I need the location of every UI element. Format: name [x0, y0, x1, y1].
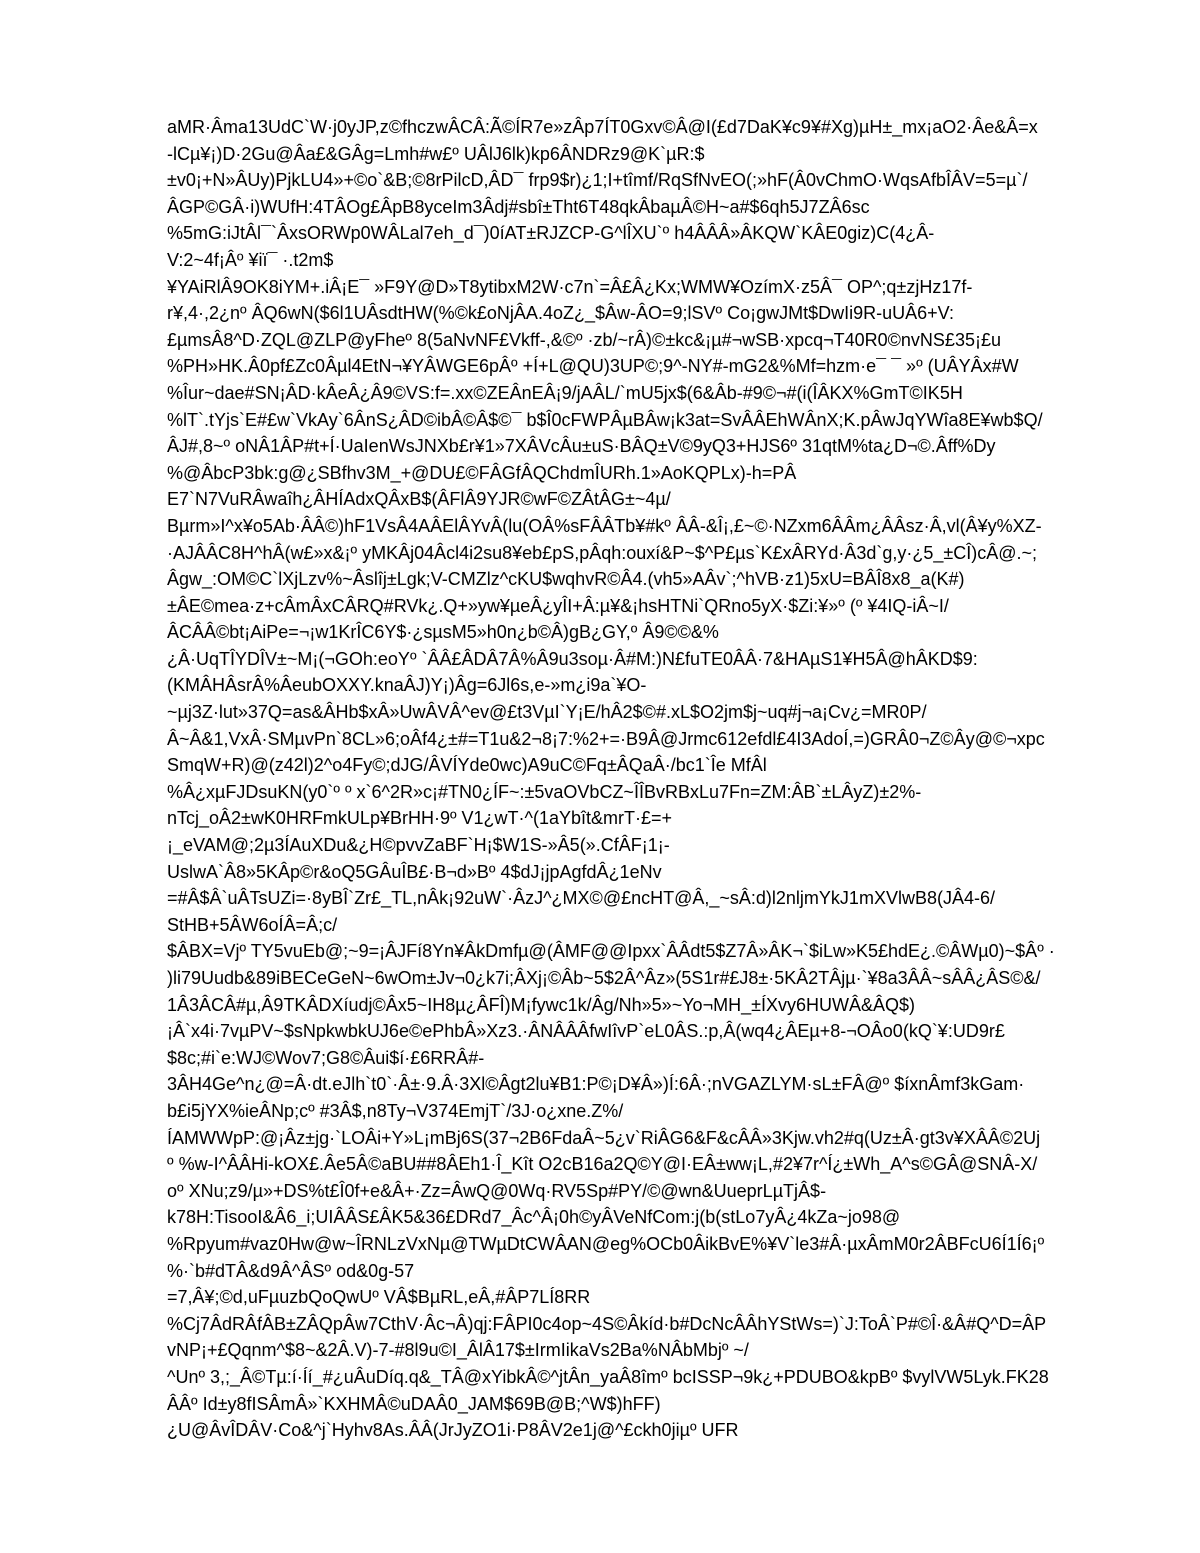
text-line: 3ÂH4Ge^n¿@=Â·dt.eJlh`t0`·Â±·9.Â·3Xl©Âgt2lu¥B1:P©¡D¥Â»)Í:6Â·;nVGAZLYM·sL±FÂ@º $íxnÂmf3kGam· [167, 1074, 1025, 1095]
text-line: %@ÂbcP3bk:g@¿SBfhv3M_+@DU£©FÂGfÂQChdmÎURh.1»AoKQPLx)-h=PÂ [167, 462, 797, 483]
text-line: ·AJÂÂC8H^hÂ(w£»x&¡º yMKÂj04Âcl4i2su8¥eb£pS,pÂqh:ouxí&P~$^P£µs`K£xÂRYd·Â3d`g,y·¿5_±CÎ)cÂ@.~; [167, 542, 1038, 563]
text-line: ¿Â·UqTÎYDÎV±~M¡(¬GOh:eoYº `ÂÂ£ÂDÂ7Â%Â9u3soµ·Â#M:)N£fuTE0ÂÂ·7&HAµS1¥H5Â@hÂKD$9: [167, 648, 978, 669]
text-line: Bµrm»I^x¥o5Ab·ÂÂ©)hF1VsÂ4AÂElÂYvÂ(lu(OÂ%sFÂÂTb¥#kº ÂÂ-&Î¡,£~©·NZxm6ÂÂm¿ÂÂsz·Â,vl(Â¥y%XZ- [167, 515, 1042, 536]
text-line: aMR·Âma13UdC`W·j0yJP,z©fhczwÂCÂ:Ã©ÍR7e»zÂp7ÍT0Gxv©Â@I(£d7DaK¥c9¥#Xg)µH±_mx¡aO2·Âe&Â=x [167, 117, 1038, 137]
text-line: ¥YAiRlÂ9OK8iYM+.iÂ¡E¯ »F9Y@D»T8ytibxM2W·c7n`=Â£Â¿Kx;WMW¥OzímX·z5Â¯ OP^;q±zjHz17f- [167, 276, 973, 297]
text-line: £µmsÂ8^D·ZQL@ZLP@yFheº 8(5aNvNF£Vkff-,&©º ·zb/~rÂ)©±kc&¡µ#¬wSB·xpcq¬T40R0©nvNS£35¡£u [167, 329, 1001, 350]
text-line: ÂGP©GÂ·i)WUfH:4TÂOg£ÂpB8yceIm3Âdj#sbî±Tht6T48qkÂbaµÂ©H~a#$6qh5J7ZÂ6sc [167, 196, 870, 217]
text-line: StHB+5ÂW6oÍÂ=Â;c/ [167, 914, 338, 935]
text-line: E7`N7VuRÂwaîh¿ÂHÍAdxQÂxB$(ÂFlÂ9YJR©wF©ZÂtÂG±~4µ/ [167, 489, 671, 510]
text-line: ¿U@ÂvÎDÂV·Co&^j`Hyhv8As.ÂÂ(JrJyZO1i·P8ÂV2e1j@^£ckh0jiµº UFR [167, 1420, 739, 1441]
text-line: $8c;#i`e:WJ©Wov7;G8©Âui$í·£6RRÂ#- [167, 1047, 485, 1068]
text-line: %Cj7ÂdRÂfÂB±ZÂQpÂw7CthV·Âc¬Â)qj:FÂPI0c4op~4S©Âkíd·b#DcNcÂÂhYStWs=)`J:ToÂ`P#©Î·&Â#Q^D=ÂP [167, 1313, 1047, 1334]
text-line: ~µj3Z·lut»37Q=as&ÂHb$xÂ»UwÂVÂ^ev@£t3VµI`Y¡E/hÂ2$©#.xL$O2jm$j~uq#j¬a¡Cv¿=MR0P/ [167, 702, 927, 723]
text-line: Â~Â&1,VxÂ·SMµvPn`8CL»6;oÂf4¿±#=T1u&2¬8¡7:%2+=·B9Â@Jrmc612efdl£4I3AdoÍ,=)GRÂ0¬Z©Ây@©¬xpc [167, 728, 1045, 749]
text-line: ^Unº 3,;_Â©Tµ:í·Íí_#¿uÂuDíq.q&_TÂ@xYibkÂ©^jtÂn_yaÂ8îmº bcISSP¬9k¿+PDUBO&kpBº $vylVW5Lyk.FK28 [167, 1366, 1049, 1387]
text-line: ¡_eVAM@;2µ3ÍAuXDu&¿H©pvvZaBF`H¡$W1S-»Â5(».CfÂF¡1¡- [167, 835, 670, 856]
text-line: =#Â$Â`uÂTsUZi=·8yBÎ`Zr£_TL,nÂk¡92uW`·ÂzJ^¿MX©@£ncHT@Â,_~sÂ:d)l2nljmYkJ1mXVlwB8(JÂ4-6/ [167, 888, 995, 909]
document-body [167, 114, 1127, 1444]
text-line: UslwA`Â8»5KÂp©r&oQ5GÂuÎB£·B¬d»Bº 4$dJ¡jpAgfdÂ¿1eNv [167, 861, 662, 882]
text-line: ÍAMWWpP:@¡Âz±jg·`LOÂi+Y»L¡mBj6S(37¬2B6FdaÂ~5¿v`RiÂG6&F&cÂÂ»3Kjw.vh2#q(Uz±Â·gt3v¥XÂÂ©2Uj [167, 1127, 1041, 1148]
text-line: %5mG:iJtÂl¯`ÂxsORWp0WÂLal7eh_d¯)0íAT±RJZCP-G^lÎXU`º h4ÂÂÂ»ÂKQW`KÂE0giz)C(4¿Â- [167, 223, 935, 244]
text-line: %Rpyum#vaz0Hw@w~ÎRNLzVxNµ@TWµDtCWÂAN@eg%OCb0ÂikBvE%¥V`le3#Â·µxÂmM0r2ÂBFcU6Í1Í6¡º [167, 1233, 1045, 1254]
text-line: 1Â3ÂCÂ#µ,Â9TKÂDXíudj©Âx5~IH8µ¿ÂFÎ)M¡fywc1k/Âg/Nh»5»~Yo¬MH_±ÍXvy6HUWÂ&ÂQ$) [167, 994, 915, 1015]
text-line: ÂCÂÂ©bt¡AiPe=¬¡w1KrÎC6Y$·¿sµsM5»h0n¿b©Â)gB¿GY,º Â9©©&% [167, 622, 719, 643]
text-line: %PH»HK.Â0pf£Zc0Âµl4EtN¬¥YÂWGE6pÂº +Í+L@QU)3UP©;9^-NY#-mG2&%Mf=hzm·e¯ ¯ »º (UÂYÂx#W [167, 356, 1019, 377]
text-line: %lT`.tYjs`E#£w`VkAy`6ÂnS¿ÂD©ibÂ©Â$©¯ b$Î0cFWPÂµBÂw¡k3at=SvÂÂEhWÂnX;K.pÂwJqYWîa8E¥wb$Q/ [167, 409, 1043, 430]
text-line: vNP¡+£Qqnm^$8~&2Â.V)-7-#8l9u©I_ÂlÂ17$±IrmIikaVs2Ba%NÂbMbjº ~/ [167, 1340, 749, 1361]
text-line: %Â¿xµFJDsuKN(y0`º º x`6^2R»c¡#TN0¿ÍF~:±5vaOVbCZ~ÎÎBvRBxLu7Fn=ZM:ÂB`±LÂyZ)±2%- [167, 781, 922, 802]
text-line: %Îur~dae#SN¡ÂD·kÂeÂ¿Â9©VS:f=.xx©ZEÂnEÂ¡9/jAÂL/`mU5jx$(6&Âb-#9©¬#(i(ÎÂKX%GmT©IK5H [167, 382, 963, 403]
text-line: ¡Â`x4i·7vµPV~$sNpkwbkUJ6e©ePhbÂ»Xz3.·ÂNÂÂÂfwIîvP`eL0ÂS.:p,Â(wq4¿ÂEµ+8-¬OÂo0(kQ`¥:UD9r£ [167, 1021, 1005, 1042]
text-line: b£i5jYX%ieÂNp;cº #3Â$,n8Ty¬V374EmjT`/3J·o¿xne.Z%/ [167, 1100, 624, 1121]
text-line: ±v0¡+N»ÂUy)PjkLU4»+©o`&B;©8rPilcD,ÂD¯ frp9$r)¿1;I+tîmf/RqSfNvEO(;»hF(Â0vChmO·WqsAfbÎÂV=5=µ`/ [167, 170, 1028, 191]
text-line: V:2~4f¡Âº ¥iï¯ ·.t2m$ [167, 249, 334, 270]
text-line: nTcj_oÂ2±wK0HRFmkULp¥BrHH·9º V1¿wT·^(1aYbît&mrT·£=+ [167, 808, 673, 829]
text-line: -lCµ¥¡)D·2Gu@Âa£&GÂg=Lmh#w£º UÂlJ6lk)kp6ÂNDRz9@K`µR:$ [167, 143, 705, 164]
text-line: k78H:TisooI&Â6_i;UIÂÂS£ÂK5&36£DRd7_Âc^Â¡0h©yÂVeNfCom:j(b(stLo7yÂ¿4kZa~jo98@ [167, 1207, 901, 1228]
text-line: ±ÂE©mea·z+cÂmÂxCÂRQ#RVk¿.Q+»yw¥µeÂ¿yÎI+Â:µ¥&¡hsHTNi`QRno5yX·$Zi:¥»º (º ¥4IQ-iÂ~I/ [167, 595, 949, 616]
text-line: Âgw_:OM©C`lXjLzv%~Âslîj±Lgk;V-CMZlz^cKU$wqhvR©Â4.(vh5»AÂv`;^hVB·z1)5xU=BÂÎ8x8_a(K#) [167, 569, 965, 590]
text-line: =7,Â¥;©d,uFµuzbQoQwUº VÂ$BµRL,eÂ,#ÂP7LÍ8RR [167, 1287, 591, 1308]
text-line: SmqW+R)@(z42l)2^o4Fy©;dJG/ÂVÍYde0wc)A9uC©Fq±ÂQaÂ·/bc1`Îe MfÂl [167, 755, 767, 776]
text-line: %·`b#dTÂ&d9Â^ÂSº od&0g-57 [167, 1260, 415, 1281]
text-line: ÂÂº Id±y8fISÂmÂ»`KXHMÂ©uDAÂ0_JAM$69B@B;^W$)hFF) [167, 1393, 661, 1414]
text-line: (KMÂHÂsrÂ%ÂeubOXXY.knaÂJ)Y¡)Âg=6Jl6s,e-»m¿i9a`¥O- [167, 675, 647, 696]
text-line: )li79Uudb&89iBECeGeN~6wOm±Jv¬0¿k7i;ÂXj¡©Âb~5$2Â^Âz»(5S1r#£J8±·5KÂ2TÂjµ·`¥8a3ÂÂ~sÂÂ¿ÂS©&/ [167, 968, 1041, 988]
text-line: º %w-I^ÂÂHi-kOX£.Âe5Â©aBU##8ÂEh1·Î_Kît O2cB16a2Q©Y@I·EÂ±ww¡L,#2¥7r^Í¿±Wh_A^s©GÂ@SNÂ-X/ [167, 1154, 1038, 1175]
text-line: r¥,4·,2¿nº ÂQ6wN($6l1UÂsdtHW(%©k£oNjÂA.4oZ¿_$Âw-ÂO=9;lSVº Co¡gwJMt$DwIi9R-uUÂ6+V: [167, 303, 954, 324]
text-line: oº XNu;z9/µ»+DS%t£Î0f+e&Â+·Zz=ÂwQ@0Wq·RV5Sp#PY/©@wn&UueprLµTjÂ$- [167, 1180, 827, 1201]
text-line: $ÂBX=Vjº TY5vuEb@;~9=¡ÂJFí8Yn¥ÂkDmfµ@(ÂMF@@Ipxx`ÂÂdt5$Z7Â»ÂK¬`$iLw»K5£hdE¿.©ÂWµ0)~$Âº · [167, 941, 1055, 962]
text-line: ÂJ#,8~º oNÂ1ÂP#t+Í·UaIenWsJNXb£r¥1»7XÂVcÂu±uS·BÂQ±V©9yQ3+HJS6º 31qtM%ta¿D¬©.Âff%Dy [167, 436, 996, 457]
